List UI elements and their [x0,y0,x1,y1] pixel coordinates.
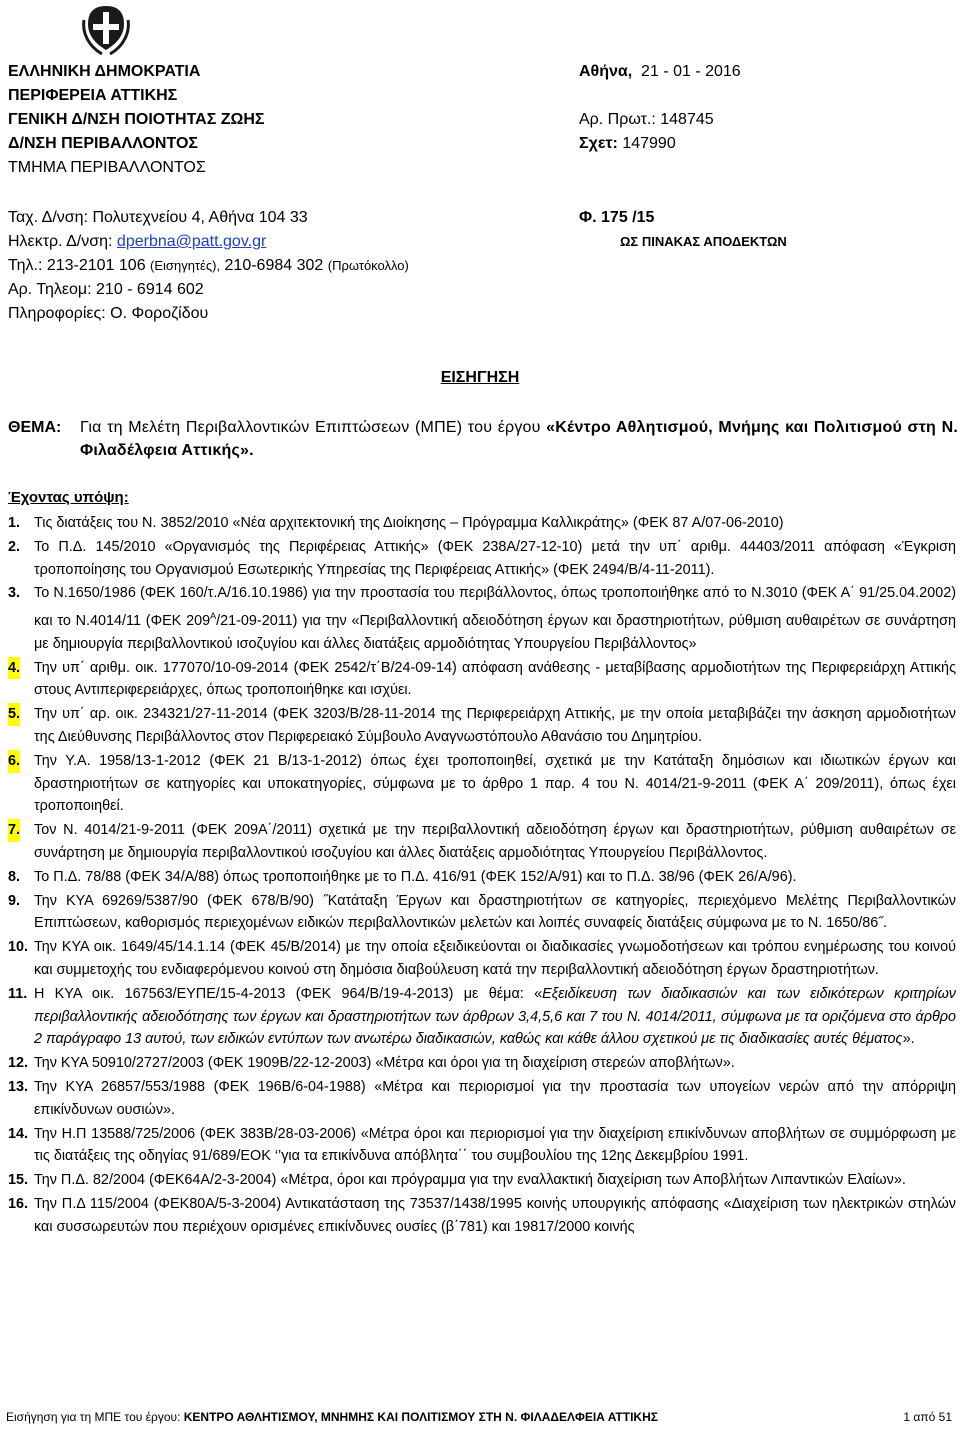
item-text: Την Π.Δ. 82/2004 (ΦΕΚ64Α/2-3-2004) «Μέτρα, όροι και πρόγραμμα για την εναλλακτική διαχείριση των Αποβλήτων Λιπαντικών Ελαίων». [34,1172,906,1189]
item-number-highlighted: 4. [8,657,20,680]
list-item [8,1169,956,1192]
directorate: Δ/ΝΣΗ ΠΕΡΙΒΑΛΛΟΝΤΟΣ [8,135,198,152]
item-number: 3. [8,585,21,602]
item-number: 1. [8,515,21,531]
item-text: Η ΚΥΑ οικ. 167563/ΕΥΠΕ/15-4-2013 (ΦΕΚ 964/Β/19-4-2013) με θέμα: « [34,985,543,1002]
item-text: Την ΚΥΑ 50910/2727/2003 (ΦΕΚ 1909Β/22-12-2003) «Μέτρα και όροι για τη διαχείριση στερεών αποβλήτων». [34,1055,735,1072]
country-name: ΕΛΛΗΝΙΚΗ ΔΗΜΟΚΡΑΤΙΑ [8,63,201,80]
list-item [8,983,956,1051]
subject-text [80,416,958,462]
item-number: 12. [8,1055,29,1072]
item-number: 13. [8,1078,29,1095]
protocol-line [579,108,741,132]
fax-line: Αρ. Τηλεομ: 210 - 6914 602 [8,281,204,298]
item-number: 10. [8,939,29,956]
project-name: «Κέντρο Αθλητισμού, Μνήμης και Πολιτισμού στη Ν. Φιλαδέλφεια Αττικής». [80,419,958,459]
contact-block [8,206,409,326]
item-text-end: ». [902,1031,915,1048]
item-number: 9. [8,892,21,909]
related-line [579,132,741,156]
info-line: Πληροφορίες: Ο. Φοροζίδου [8,305,209,322]
related-number: 147990 [622,135,676,152]
item-text: Την ΚΥΑ οικ. 1649/45/14.1.14 (ΦΕΚ 45/Β/2014) με την οποία εξειδικεύονται οι διαδικασίες γνωμοδοτήσεων και τρόπου ενημέρωσης του κοινού και συμμετοχής του ενδιαφερόμενου κοινού στη δημόσια διαβούλευση κατά την περιβαλλοντική αδειοδότηση έργων δραστηριοτήτων. [34,939,956,978]
item-text: Την ΚΥΑ 69269/5387/90 (ΦΕΚ 678/Β/90) ˝Κατάταξη Έργων και δραστηριοτήτων σε κατηγορίες, περιεχόμενο Μελέτης Περιβαλλοντικών Επιπτώσεων, καθορισμός περιεχομένων ειδικών περιβαλλοντικών μελετών και λοιπές συναφείς διατάξεις σύμφωνα με το Ν. 1650/86˝. [34,892,956,932]
list-item [8,582,956,655]
list-item [8,750,956,818]
phone-protocol: 210-6984 302 [224,257,324,274]
item-text-italic: Εξειδίκευση των διαδικασιών και των ειδικότερων κριτηρίων περιβαλλοντικής αδειοδότησης των έργων και δραστηριοτήτων των άρθρων 3,4,5,6 και 7 του Ν. 4014/2011, σύμφωνα με τα οριζόμενα στο άρθρο 2 παράγραφο 13 αυτού, των ειδικών εντύπων των ανωτέρω διαδικασιών, καθώς και κάθε άλλου σχετικού με τις διαδικασίες αυτές θέματος [34,985,956,1048]
item-text: Το Π.Δ. 145/2010 «Οργανισμός της Περιφέρειας Αττικής» (ΦΕΚ 238Α/27-12-10) μετά την υπ΄ αριθμ. 44403/2011 απόφαση «Έγκριση τροποποίησης του Οργανισμού Εσωτερικής Υπηρεσίας της Περιφέρειας Αττικής» (ΦΕΚ 2494/Β/4-11-2011). [34,538,956,578]
date: 21 - 01 - 2016 [641,63,741,80]
item-text: Την υπ΄ αρ. οικ. 234321/27-11-2014 (ΦΕΚ 3203/Β/28-11-2014 της Περιφερειάρχη Αττικής, με την οποία μεταβιβάζει την άσκηση αρμοδιοτήτων της Διεύθυνσης Περιβάλλοντος στον Περιφερειακό Σύμβουλο Αναγνωστόπουλο Αθανάσιο του Δημητρίου. [34,706,956,745]
item-number: 16. [8,1195,29,1212]
item-text: Τις διατάξεις του Ν. 3852/2010 «Νέα αρχιτεκτονική της Διοίκησης – Πρόγραμμα Καλλικράτης» (ΦΕΚ 87 Α/07-06-2010) [34,515,784,531]
list-item [8,512,956,535]
footer-prefix: Εισήγηση για τη ΜΠΕ του έργου: [6,1410,181,1424]
subject-block [8,416,958,462]
place: Αθήνα, [579,63,633,80]
phone-line [8,254,409,278]
item-text: Την ΚΥΑ 26857/553/1988 (ΦΕΚ 196Β/6-04-1988) «Μέτρα και περιορισμοί για την προστασία των υπογείων νερών από την απόρριψη επικίνδυνων ουσιών». [34,1078,956,1118]
item-number: 11. [8,985,28,1002]
protocol-label: Αρ. Πρωτ.: [579,111,656,128]
region-name: ΠΕΡΙΦΕΡΕΙΑ ΑΤΤΙΚΗΣ [8,87,178,104]
item-text-cont: /21-09-2011) για την «Περιβαλλοντική αδειοδότηση έργων και δραστηριοτήτων, ρύθμιση αυθαιρέτων σε συνάρτηση με δημιουργία περιβαλλοντικού ισοζυγίου και άλλες διατάξεις αρμοδιότητας Υπουργείου Περιβάλλοντος» [34,612,956,652]
document-title: ΕΙΣΗΓΗΣΗ [440,369,520,386]
subject-label: ΘΕΜΑ: [8,419,62,436]
list-item [8,819,956,865]
postal-address: Ταχ. Δ/νση: Πολυτεχνείου 4, Αθήνα 104 33 [8,209,308,226]
list-item [8,536,956,582]
general-directorate: ΓΕΝΙΚΗ Δ/ΝΣΗ ΠΟΙΟΤΗΤΑΣ ΖΩΗΣ [8,111,265,128]
list-item [8,1052,956,1075]
item-text: Την υπ΄ αριθμ. οικ. 177070/10-09-2014 (ΦΕΚ 2542/τ΄Β/24-09-14) απόφαση ανάθεσης - μεταβίβασης αρμοδιοτήτων της Περιφερειάρχη Αττικής στους Αντιπεριφερειάρχες, όπως τροποποιήθηκε και ισχύει. [34,659,956,699]
item-superscript: Α [210,611,217,622]
footer-project: ΚΕΝΤΡΟ ΑΘΛΗΤΙΣΜΟΥ, ΜΝΗΜΗΣ ΚΑΙ ΠΟΛΙΤΙΣΜΟΥ ΣΤΗ Ν. ΦΙΛΑΔΕΛΦΕΙΑ ΑΤΤΙΚΗΣ [183,1410,658,1424]
list-item [8,1193,956,1239]
email-label: Ηλεκτρ. Δ/νση: [8,233,113,250]
footer-left [6,1410,658,1424]
list-item [8,866,956,889]
file-code: Φ. 175 /15 [579,209,655,226]
item-number: 2. [8,538,21,555]
list-item [8,657,956,703]
legal-basis-list [8,512,956,1240]
file-reference [579,206,787,254]
date-line [579,60,741,84]
subject-intro: Για τη Μελέτη Περιβαλλοντικών Επιπτώσεων (ΜΠΕ) του έργου [80,419,541,436]
authority-header [8,60,265,180]
item-number-highlighted: 6. [8,750,20,773]
greek-emblem-icon [78,2,134,56]
phone-rapporteurs: Τηλ.: 213-2101 106 [8,257,146,274]
item-text: Το Ν.1650/1986 (ΦΕΚ 160/τ.Α/16.10.1986) για την προστασία του περιβάλλοντος, όπως τροποποιήθηκε από το Ν.3010 (ΦΕΚ Α΄ 91/25.04.2002) και το Ν.4014/11 (ΦΕΚ 209 [34,585,956,629]
item-text: Το Π.Δ. 78/88 (ΦΕΚ 34/Α/88) όπως τροποποιήθηκε με το Π.Δ. 416/91 (ΦΕΚ 152/Α/91) και το Π.Δ. 38/96 (ΦΕΚ 26/Α/96). [34,868,797,885]
considering-heading: Έχοντας υπόψη: [8,489,129,506]
item-number: 15. [8,1172,29,1189]
item-number-highlighted: 5. [8,703,20,726]
list-item [8,936,956,982]
item-text: Την Υ.Α. 1958/13-1-2012 (ΦΕΚ 21 Β/13-1-2012) όπως έχει τροποποιηθεί, σχετικά με την Κατάταξη δημόσιων και ιδιωτικών έργων και δραστηριοτήτων σε κατηγορίες και υποκατηγορίες, σύμφωνα με το άρθρο 1 παρ. 4 του Ν. 4014/21-9-2011 (ΦΕΚ Α΄ 209/2011), όπως έχει τροποποιηθεί. [34,752,956,815]
related-label: Σχετ: [579,135,618,152]
phone-protocol-note: (Πρωτόκολλο) [327,258,409,273]
phone-rapporteurs-note: (Εισηγητές), [150,258,221,273]
email-link[interactable]: dperbna@patt.gov.gr [116,233,267,250]
page-number: 1 από 51 [903,1410,952,1424]
list-item [8,1076,956,1122]
item-number: 14. [8,1125,29,1142]
list-item [8,890,956,936]
email-line [8,230,409,254]
item-text: Τον Ν. 4014/21-9-2011 (ΦΕΚ 209Α΄/2011) σχετικά με την περιβαλλοντική αδειοδότηση έργων και δραστηριοτήτων, ρύθμιση αυθαιρέτων σε συνάρτηση με δημιουργία περιβαλλοντικού ισοζυγίου και άλλες διατάξεις αρμοδιότητας Υπουργείου Περιβάλλοντος. [34,822,956,861]
protocol-number: 148745 [660,111,714,128]
item-text: Την Η.Π 13588/725/2006 (ΦΕΚ 383Β/28-03-2006) «Μέτρα όροι και περιορισμοί για την διαχείριση επικίνδυνων αποβλήτων σε συμμόρφωση με τις διατάξεις της οδηγίας 91/689/ΕΟΚ ‘’για τα επικίνδυνα απόβλητα΄΄ του συμβουλίου της 12ης Δεκεμβρίου 1991. [34,1125,956,1165]
list-item [8,703,956,749]
recipients-note: ΩΣ ΠΙΝΑΚΑΣ ΑΠΟΔΕΚΤΩΝ [620,234,787,249]
item-number: 8. [8,868,21,885]
item-number-highlighted: 7. [8,819,20,842]
document-meta [579,60,741,156]
department: ΤΜΗΜΑ ΠΕΡΙΒΑΛΛΟΝΤΟΣ [8,159,206,176]
item-text: Την Π.Δ 115/2004 (ΦΕΚ80Α/5-3-2004) Αντικατάσταση της 73537/1438/1995 κοινής υπουργικής απόφασης «Διαχείριση των ηλεκτρικών στηλών και συσσωρευτών που περιέχουν ορισμένες επικίνδυνες ουσίες (β΄781) και 19817/2000 κοινής [34,1195,956,1235]
list-item [8,1123,956,1169]
